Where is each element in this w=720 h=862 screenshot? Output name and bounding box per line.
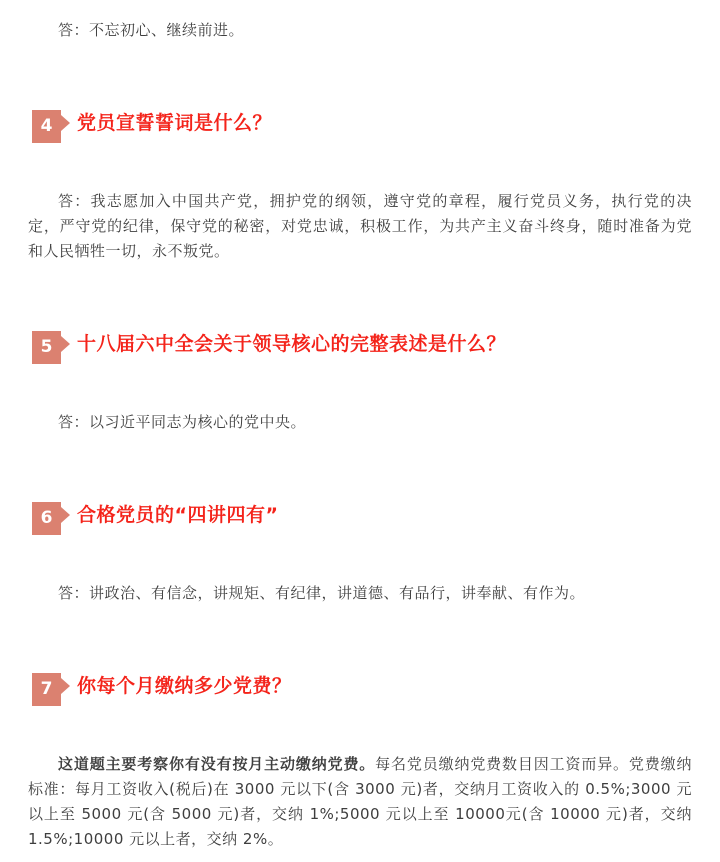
question-section-7 bbox=[0, 673, 720, 852]
answer-rest: 每名党员缴纳党费数目因工资而异。党费缴纳标准：每月工资收入(税后)在 3000 元以下(含 3000 元)者，交纳月工资收入的 0.5%;3000 元以上至 5000 元(含 5000 元)者，交纳 1%;5000 元以上至 10000元(含 10000 元)者，交纳 1.5%;10000 元以上者，交纳 2%。 bbox=[28, 755, 692, 848]
question-header bbox=[32, 110, 692, 143]
question-title: 十八届六中全会关于领导核心的完整表述是什么？ bbox=[77, 333, 507, 355]
question-number-badge: 4 bbox=[32, 110, 61, 143]
answer-paragraph-previous-question: 答：不忘初心、继续前进。 bbox=[58, 21, 245, 39]
question-number-badge: 7 bbox=[32, 673, 61, 706]
question-header bbox=[32, 673, 692, 706]
answer-paragraph: 答：以习近平同志为核心的党中央。 bbox=[58, 413, 307, 431]
question-header bbox=[32, 331, 692, 364]
answer-paragraph bbox=[28, 752, 692, 852]
question-section-5 bbox=[0, 331, 720, 435]
answer-paragraph: 答：讲政治、有信念，讲规矩、有纪律，讲道德、有品行，讲奉献、有作为。 bbox=[58, 584, 586, 602]
question-number-badge: 6 bbox=[32, 502, 61, 535]
question-title: 你每个月缴纳多少党费？ bbox=[77, 675, 292, 697]
question-title: 合格党员的“四讲四有” bbox=[77, 504, 279, 526]
question-header bbox=[32, 502, 692, 535]
question-number-badge: 5 bbox=[32, 331, 61, 364]
question-title: 党员宣誓誓词是什么？ bbox=[77, 112, 273, 134]
answer-emphasis-lead: 这道题主要考察你有没有按月主动缴纳党费。 bbox=[58, 755, 376, 773]
answer-paragraph: 答：我志愿加入中国共产党，拥护党的纲领，遵守党的章程，履行党员义务，执行党的决定，严守党的纪律，保守党的秘密，对党忠诚，积极工作，为共产主义奋斗终身，随时准备为党和人民牺牲一切，永不叛党。 bbox=[28, 192, 692, 260]
question-section-6 bbox=[0, 502, 720, 606]
question-section-4 bbox=[0, 110, 720, 264]
